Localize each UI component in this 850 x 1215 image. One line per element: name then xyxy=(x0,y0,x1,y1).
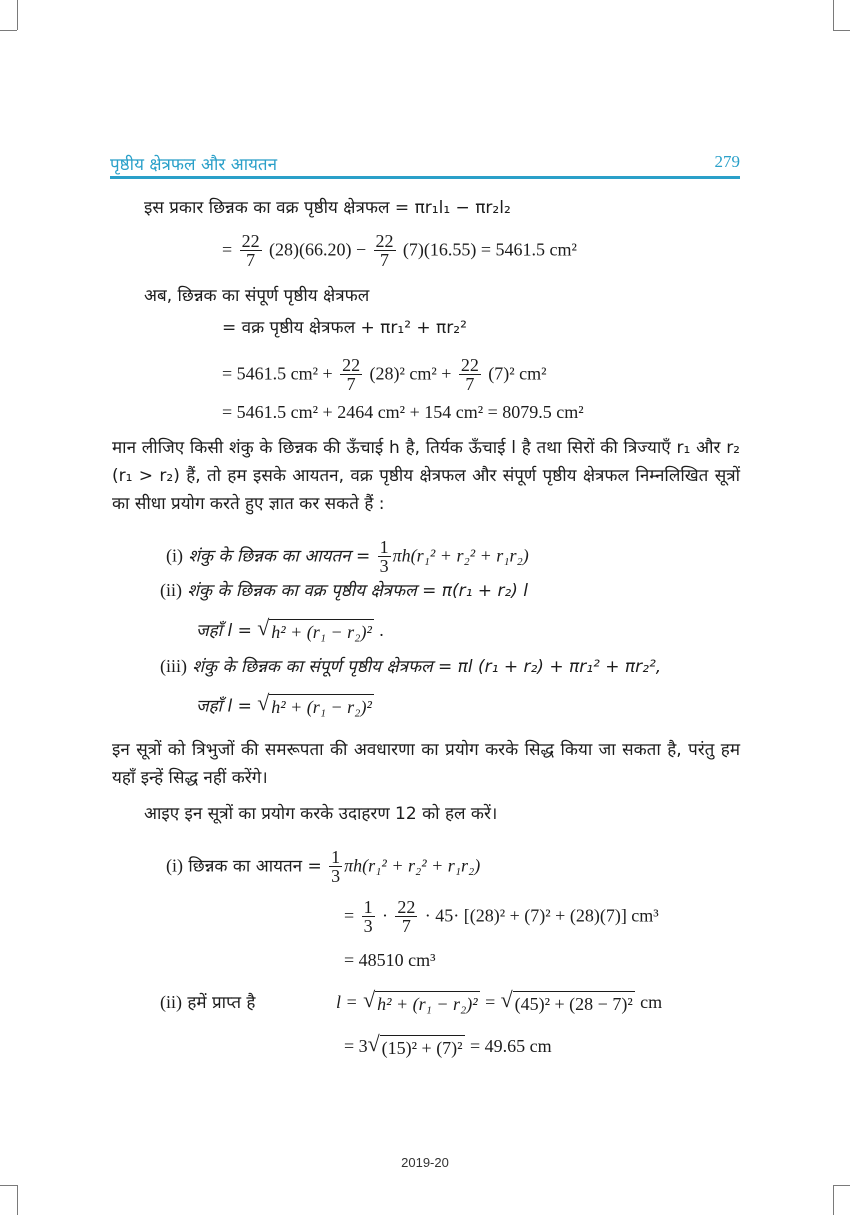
crop-mark-bottom-right-h xyxy=(833,1185,850,1186)
formula-total-area: (iii) शंकु के छिन्नक का संपूर्ण पृष्ठीय क्षेत्रफल = πl (r₁ + r₂) + πr₁² + πr₂², xyxy=(160,656,662,677)
square-root: √ h² + (r₁ − r₂)² xyxy=(363,986,478,1014)
square-root: √ h² + (r₁ − r₂)² xyxy=(257,690,372,717)
solution-slant-height-calc: l = √ h² + (r₁ − r₂)² = √ (45)² + (28 − 7)² cm xyxy=(336,986,663,1014)
line-total-area-calc: = 5461.5 cm² + $\frac{22}{7}$ (28)² cm² + $\frac{22}{7}$ (7)² cm² xyxy=(222,355,547,394)
crop-mark-top-right-v xyxy=(833,0,834,30)
footer-year: 2019-20 xyxy=(401,1155,449,1170)
square-root: √ (15)² + (7)² xyxy=(367,1030,463,1058)
crop-mark-bottom-right-v xyxy=(833,1185,834,1215)
fraction-22-7: $\frac{22}{7}$ xyxy=(460,355,479,394)
formula-slant-height-1: जहाँ l = √ h² + (r₁ − r₂)² . xyxy=(196,614,384,642)
paragraph-example-ref: आइए इन सूत्रों का प्रयोग करके उदाहरण 12 को हल करें। xyxy=(144,804,498,824)
page-number: 279 xyxy=(714,152,740,171)
solution-volume-calc: = $\frac{1}{3}$ · $\frac{22}{7}$ · 45· [(28)² + (7)² + (28)(7)] cm³ xyxy=(344,897,659,936)
solution-volume: (i) छिन्नक का आयतन = $\frac{1}{3}$ πh(r₁² + r₂² + r₁r₂) xyxy=(166,847,481,886)
fraction-1-3: $\frac{1}{3}$ xyxy=(379,537,389,576)
crop-mark-top-left-v xyxy=(17,0,18,30)
fraction-1-3: $\frac{1}{3}$ xyxy=(331,847,341,886)
fraction-22-7: $\frac{22}{7}$ xyxy=(375,231,394,270)
solution-volume-result: = 48510 cm³ xyxy=(344,950,436,970)
solution-slant-height-result: = 3 √ (15)² + (7)² = 49.65 cm xyxy=(344,1030,552,1058)
crop-mark-top-right-h xyxy=(833,30,850,31)
line-curved-area: इस प्रकार छिन्नक का वक्र पृष्ठीय क्षेत्रफल = πr₁l₁ − πr₂l₂ xyxy=(144,198,511,218)
fraction-22-7: $\frac{22}{7}$ xyxy=(397,897,416,936)
fraction-22-7: $\frac{22}{7}$ xyxy=(342,355,361,394)
formula-slant-height-2: जहाँ l = √ h² + (r₁ − r₂)² xyxy=(196,690,372,717)
paragraph-proof-note: इन सूत्रों को त्रिभुजों की समरूपता की अवधारणा का प्रयोग करके सिद्ध किया जा सकता है, परंतु हम यहाँ इन्हें सिद्ध नहीं करेंगे। xyxy=(112,740,740,788)
fraction-1-3: $\frac{1}{3}$ xyxy=(363,897,373,936)
formula-curved-area: (ii) शंकु के छिन्नक का वक्र पृष्ठीय क्षेत्रफल = π(r₁ + r₂) l xyxy=(160,580,529,601)
line-total-area-heading: अब, छिन्नक का संपूर्ण पृष्ठीय क्षेत्रफल xyxy=(144,286,370,306)
crop-mark-bottom-left-v xyxy=(17,1185,18,1215)
line-total-area-result: = 5461.5 cm² + 2464 cm² + 154 cm² = 8079.5 cm² xyxy=(222,402,584,422)
running-header xyxy=(110,148,740,182)
chapter-title: पृष्ठीय क्षेत्रफल और आयतन xyxy=(110,155,278,175)
line-total-area-formula: = वक्र पृष्ठीय क्षेत्रफल + πr₁² + πr₂² xyxy=(222,318,467,338)
line-curved-area-calc: = $\frac{22}{7}$ (28)(66.20) − $\frac{22}{7}$ (7)(16.55) = 5461.5 cm² xyxy=(222,231,577,270)
solution-slant-height: (ii) हमें प्राप्त है xyxy=(160,992,256,1013)
crop-mark-top-left-h xyxy=(0,30,17,31)
square-root: √ (45)² + (28 − 7)² xyxy=(500,986,633,1014)
header-rule xyxy=(110,176,740,179)
fraction-22-7: $\frac{22}{7}$ xyxy=(241,231,260,270)
crop-mark-bottom-left-h xyxy=(0,1185,17,1186)
paragraph-frustum-formulas-intro: मान लीजिए किसी शंकु के छिन्नक की ऊँचाई h है, तिर्यक ऊँचाई l है तथा सिरों की त्रिज्याएँ r₁ और r₂ (r₁ > r₂) हैं, तो हम इसके आयतन, वक्र पृष्ठीय क्षेत्रफल और संपूर्ण पृष्ठीय क्षेत्रफल निम्नलिखित सूत्रों का सीधा प्रयोग करते हुए ज्ञात कर सकते हैं : xyxy=(112,438,740,514)
formula-volume: (i) शंकु के छिन्नक का आयतन = $\frac{1}{3}$ πh(r₁² + r₂² + r₁r₂) xyxy=(166,537,529,576)
square-root: √ h² + (r₁ − r₂)² xyxy=(257,614,372,642)
